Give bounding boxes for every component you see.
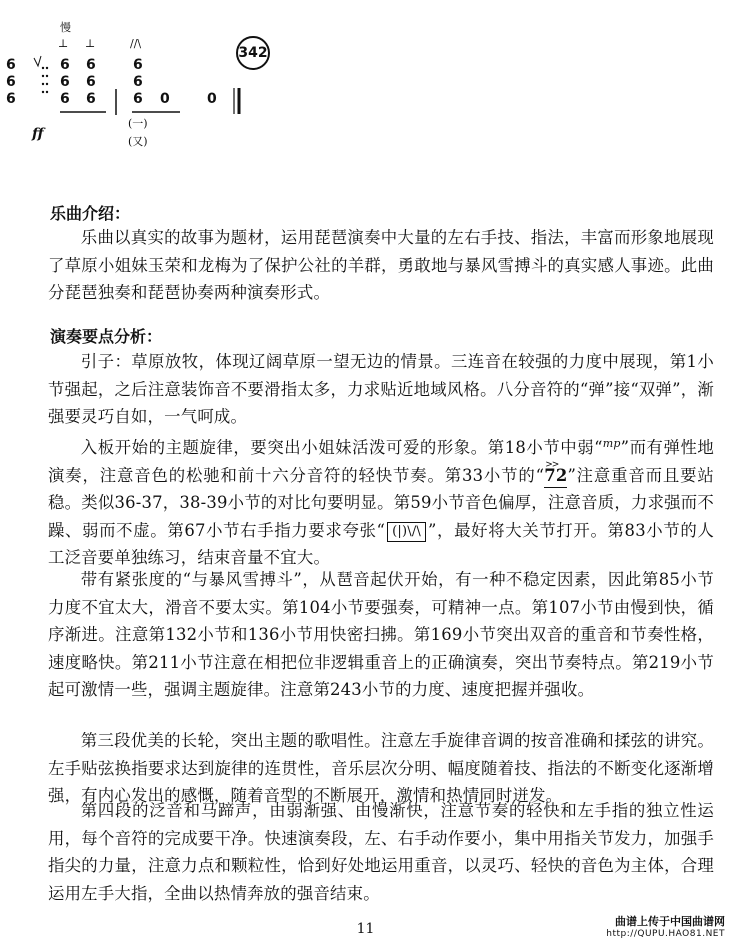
note: 6 [86, 74, 96, 90]
note: 6 [133, 91, 143, 107]
note: 6 [60, 74, 70, 90]
intro-title: 乐曲介绍： [50, 204, 131, 223]
note: 6 [60, 91, 70, 107]
note: 6 [133, 74, 143, 90]
watermark-url: http://QUPU.HAO81.NET [606, 929, 725, 939]
page-number: 11 [356, 921, 375, 937]
tempo-mark: 慢 [60, 21, 71, 34]
analysis-paragraph-5: 第四段的泛音和马蹄声，由弱渐强、由慢渐快，注意节奏的轻快和左手指的独立性运用，每个音符的完成要干净。快速演奏段，左、右手动作要小，集中用指关节发力，加强手指尖的力量，注意力点和颗粒性，恰到好处地运用重音，以灵巧、轻快的音色为主体，合理运用左手大指，全曲以热情奔放的强音结束。 [48, 801, 714, 903]
text-run: ”，最好将大关节打开。第83小节的人工泛音要单独练习，结束音量不宜大。 [48, 520, 715, 568]
technique-mark: //\ [130, 37, 142, 50]
text-run: ”而有弹性地演奏，注意音色的松驰和前十六分音符的轻快节奏。第33小节的“ [48, 438, 714, 485]
technique-mark: ⊥ [85, 37, 96, 50]
technique-mark: ⊥ [58, 37, 69, 50]
watermark [606, 915, 725, 941]
analysis-title: 演奏要点分析： [50, 327, 163, 346]
analysis-paragraph-1: 引子：草原放牧，体现辽阔草原一望无边的情景。三连音在较强的力度中展现，第1小节强起，之后注意装饰音不要滑指太多，力求贴近地域风格。八分音符的“弹”接“双弹”，渐强要灵巧自如，一气呵成。 [48, 352, 714, 427]
intro-paragraph: 乐曲以真实的故事为题材，运用琵琶演奏中大量的左右手技、指法，丰富而形象地展现了草原小姐妹玉荣和龙梅为了保护公社的羊群，勇敢地与暴风雪搏斗的真实感人事迹。此曲分琵琶独奏和琵琶协奏两种演奏形式。 [48, 228, 714, 303]
note: 6 [86, 57, 96, 73]
dynamic-marking: ff [32, 126, 44, 142]
note: 6 [6, 91, 16, 107]
accented-notes: >> 72 [544, 462, 567, 490]
fingering-mark: (一) [128, 117, 148, 130]
boxed-fingering-symbol: (|)\/\ [387, 522, 426, 542]
fingering-mark: (又) [128, 135, 148, 148]
rest: 0 [207, 91, 217, 107]
note: 6 [6, 57, 16, 73]
note: 6 [60, 57, 70, 73]
analysis-paragraph-2 [48, 430, 714, 572]
note: 6 [86, 91, 96, 107]
analysis-paragraph-3: 带有紧张度的“与暴风雪搏斗”，从琶音起伏开始，有一种不稳定因素，因此第85小节力度不宜太大，滑音不要太实。第104小节要强奏，可精神一点。第107小节由慢到快，循序渐进。注意第132小节和136小节用快密扫拂。第169小节突出双音的重音和节奏性格，速度略快。第211小节注意在相把位非逻辑重音上的正确演奏，突出节奏特点。第219小节起可激情一些，强调主题旋律。注意第243小节的力度、速度把握并强收。 [48, 570, 714, 700]
note: 6 [6, 74, 16, 90]
watermark-text: 曲谱上传于中国曲谱网 [615, 915, 725, 928]
text-run: ”注意重音而且要站稳。类似36-37，38-39小节的对比句要明显。第59小节音色偏厚，注意音质，力求强而不躁、弱而不虚。第67小节右手指力要求夸张“ [48, 465, 715, 540]
measure-number-badge: 342 [236, 36, 270, 70]
rest: 0 [160, 91, 170, 107]
note: 6 [133, 57, 143, 73]
dynamic-mp: mp [602, 437, 621, 450]
score-lines [0, 0, 300, 165]
score-fragment [0, 0, 731, 165]
analysis-paragraph-4: 第三段优美的长轮，突出主题的歌唱性。注意左手旋律音调的按音准确和揉弦的讲究。左手贴弦换指要求达到旋律的连贯性，音乐层次分明、幅度随着技、指法的不断变化逐渐增强，有内心发出的感慨，随着音型的不断展开，激情和热情同时迸发。 [48, 731, 714, 806]
text-run: 入板开始的主题旋律，要突出小姐妹活泼可爱的形象。第18小节中弱“ [80, 438, 603, 457]
